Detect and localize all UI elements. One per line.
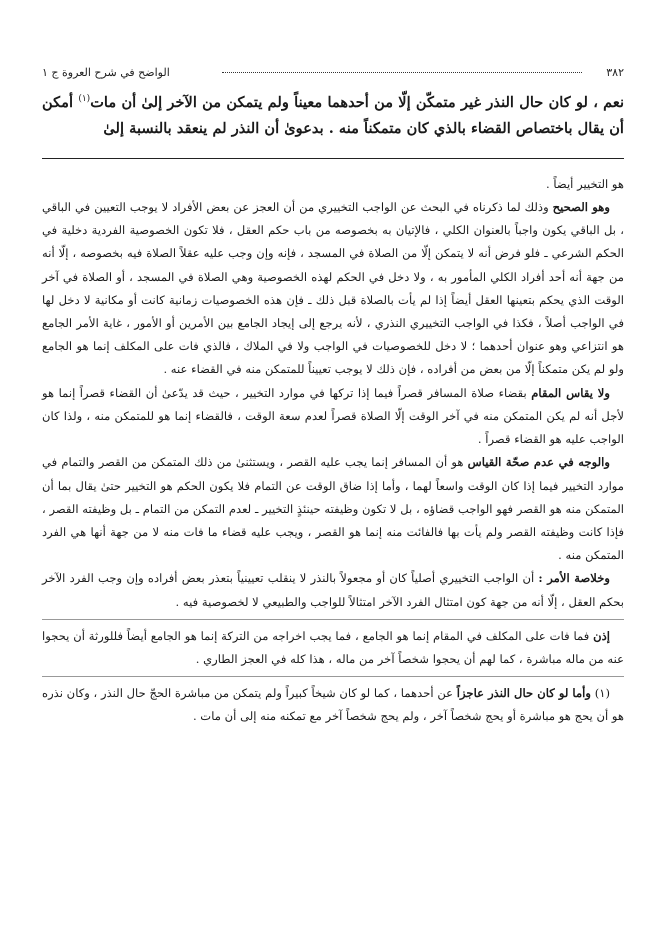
commentary-paragraph: [42, 382, 624, 452]
paragraph-text: عن أحدهما ، كما لو كان شيخاً كبيراً ولم يتمكن من مباشرة الحجّ حال النذر ، وكان نذره هو أن يحج هو مباشرة أو يحج شخصاً آخر ، ولم يحج شخصاً آخر مع تمكنه منه إلى أن مات .: [42, 686, 624, 724]
main-text-part2: أمكن أن يقال باختصاص القضاء بالذي كان متمكناً منه . بدعوىٰ أن النذر لم ينعقد بالنسبة إلىٰ: [42, 93, 624, 137]
commentary: [42, 173, 624, 729]
paragraph-text: فما فات على المكلف في المقام إنما هو الجامع ، فما يجب اخراجه من التركة إنما هو الجامع أيضاً فللورثة أن يحجوا عنه من ماله مباشرة ، كما لهم أن يحجوا شخصاً آخر من ماله ، هذا كله في العجز الطاري .: [42, 628, 624, 666]
header-dotted-leader: [222, 72, 582, 73]
separator-rule: [42, 158, 624, 159]
footnote-number: (١): [594, 686, 610, 701]
paragraph-heading: إذن: [593, 628, 610, 643]
paragraph-heading: وخلاصة الأمر :: [538, 571, 610, 586]
running-title: الواضح في شرح العروة ج ١: [42, 66, 170, 79]
page-header: [42, 62, 624, 84]
paragraph-heading: والوجه في عدم صحّة القياس: [467, 455, 610, 470]
paragraph-heading: وهو الصحيح: [552, 200, 610, 215]
paragraph-heading: وأما لو كان حال النذر عاجزاً: [456, 686, 591, 701]
paragraph-text: هو أن المسافر إنما يجب عليه القصر ، ويستثنىٰ من ذلك المتمكن من القصر والتمام في موارد التخيير فيما إذا كان الوقت واسعاً لهما ، وأما إذا ضاق الوقت عن التمام فلا يكون الحكم هو التخيير حتىٰ يقال بما أن المتمكن منه هو القصر فهو الواجب قضاؤه ، بل لا تكون وظيفته حينئذٍ التخيير ـ لعدم التمكن من التمام ـ بل وظيفته القصر ، فإذا كانت وظيفته القصر ولم يأت بها فالفائت منه إنما هو القصر ، ويجب عليه قضاء ما فات منه لا من جهة أنها هي الفرد المتمكن منه .: [42, 455, 624, 563]
paragraph-separator: [42, 619, 624, 620]
main-text-part1: نعم ، لو كان حال النذر غير متمكّن إلّا من أحدهما معيناً ولم يتمكن من الآخر إلىٰ أن مات: [90, 93, 625, 111]
commentary-paragraph: [42, 196, 624, 382]
paragraph-heading: ولا يقاس المقام: [531, 385, 610, 400]
book-page: [42, 62, 624, 729]
page-number: ٣٨٢: [606, 66, 624, 79]
paragraph-text: أن الواجب التخييري أصلياً كان أو مجعولاً بالنذر لا ينقلب تعيينياً بتعذر بعض أفراده وإن وجب الفرد الآخر بحكم العقل ، إلّا أنه من جهة كون امتثال الفرد الآخر امتثالاً للواجب والطبيعي لا لخصوصية فيه .: [42, 571, 624, 609]
paragraph-text: وذلك لما ذكرناه في البحث عن الواجب التخييري من أن العجز عن بعض الأفراد لا يوجب التعيين في الباقي ، بل الباقي يكون واجباً بالعنوان الكلي ، فالإتيان به بخصوصه من باب حكم العقل ، فلا تكون الخصوصية الفردية دخلية في الحكم الشرعي ـ فلو فرض أنه لا يتمكن إلّا من الصلاة في المسجد ، فإنه وإن وجب عليه عقلاً الصلاة فيه بخصوصه ، إلّا أنه من جهة أنه أحد أفراد الكلي المأمور به ، ولا دخل في الحكم لهذه الخصوصية وهي الصلاة في المسجد ، أو الصلاة في آخر الوقت الذي يحكم بتعينها العقل أيضاً إذا لم يأت بالصلاة قبل ذلك ـ فإن هذه الخصوصيات زمانية كانت أو مكانية لا دخل لها في الواجب أصلاً ، فكذا في الواجب التخييري النذري ، لأنه يرجع إلى إيجاد الجامع بين الأمرين أو الأمور ، غاية الأمر الجامع هو انتزاعي وهو عنوان أحدهما ؛ لا دخل للخصوصيات في الواجب ولا في الملاك ، فالذي فات على المكلف إنما هو الجامع ولو لم يكن متمكناً إلّا من بعض من أفراده ، فإن ذلك لا يوجب تعييناً للمتمكن منه في القضاء عنه .: [42, 200, 624, 377]
paragraph-separator: [42, 676, 624, 677]
commentary-paragraph: [42, 173, 624, 196]
commentary-paragraph: [42, 567, 624, 613]
main-text: [42, 86, 624, 142]
footnote-paragraph: [42, 682, 624, 728]
paragraph-text: هو التخيير أيضاً .: [545, 176, 624, 191]
footnote-marker[interactable]: (١): [78, 94, 91, 104]
paragraph-text: بقضاء صلاة المسافر قصراً فيما إذا تركها في موارد التخيير ، حيث قد يدّعىٰ أن القضاء قصراً إنما هو لأجل أنه لم يكن المتمكن منه في آخر الوقت إلّا الصلاة قصراً لعدم سعة الوقت ، فالقضاء إنما هو للمتمكن منه ، ولذا كان الواجب عليه هو القضاء قصراً .: [42, 385, 624, 447]
commentary-paragraph: [42, 451, 624, 567]
commentary-paragraph: [42, 625, 624, 671]
